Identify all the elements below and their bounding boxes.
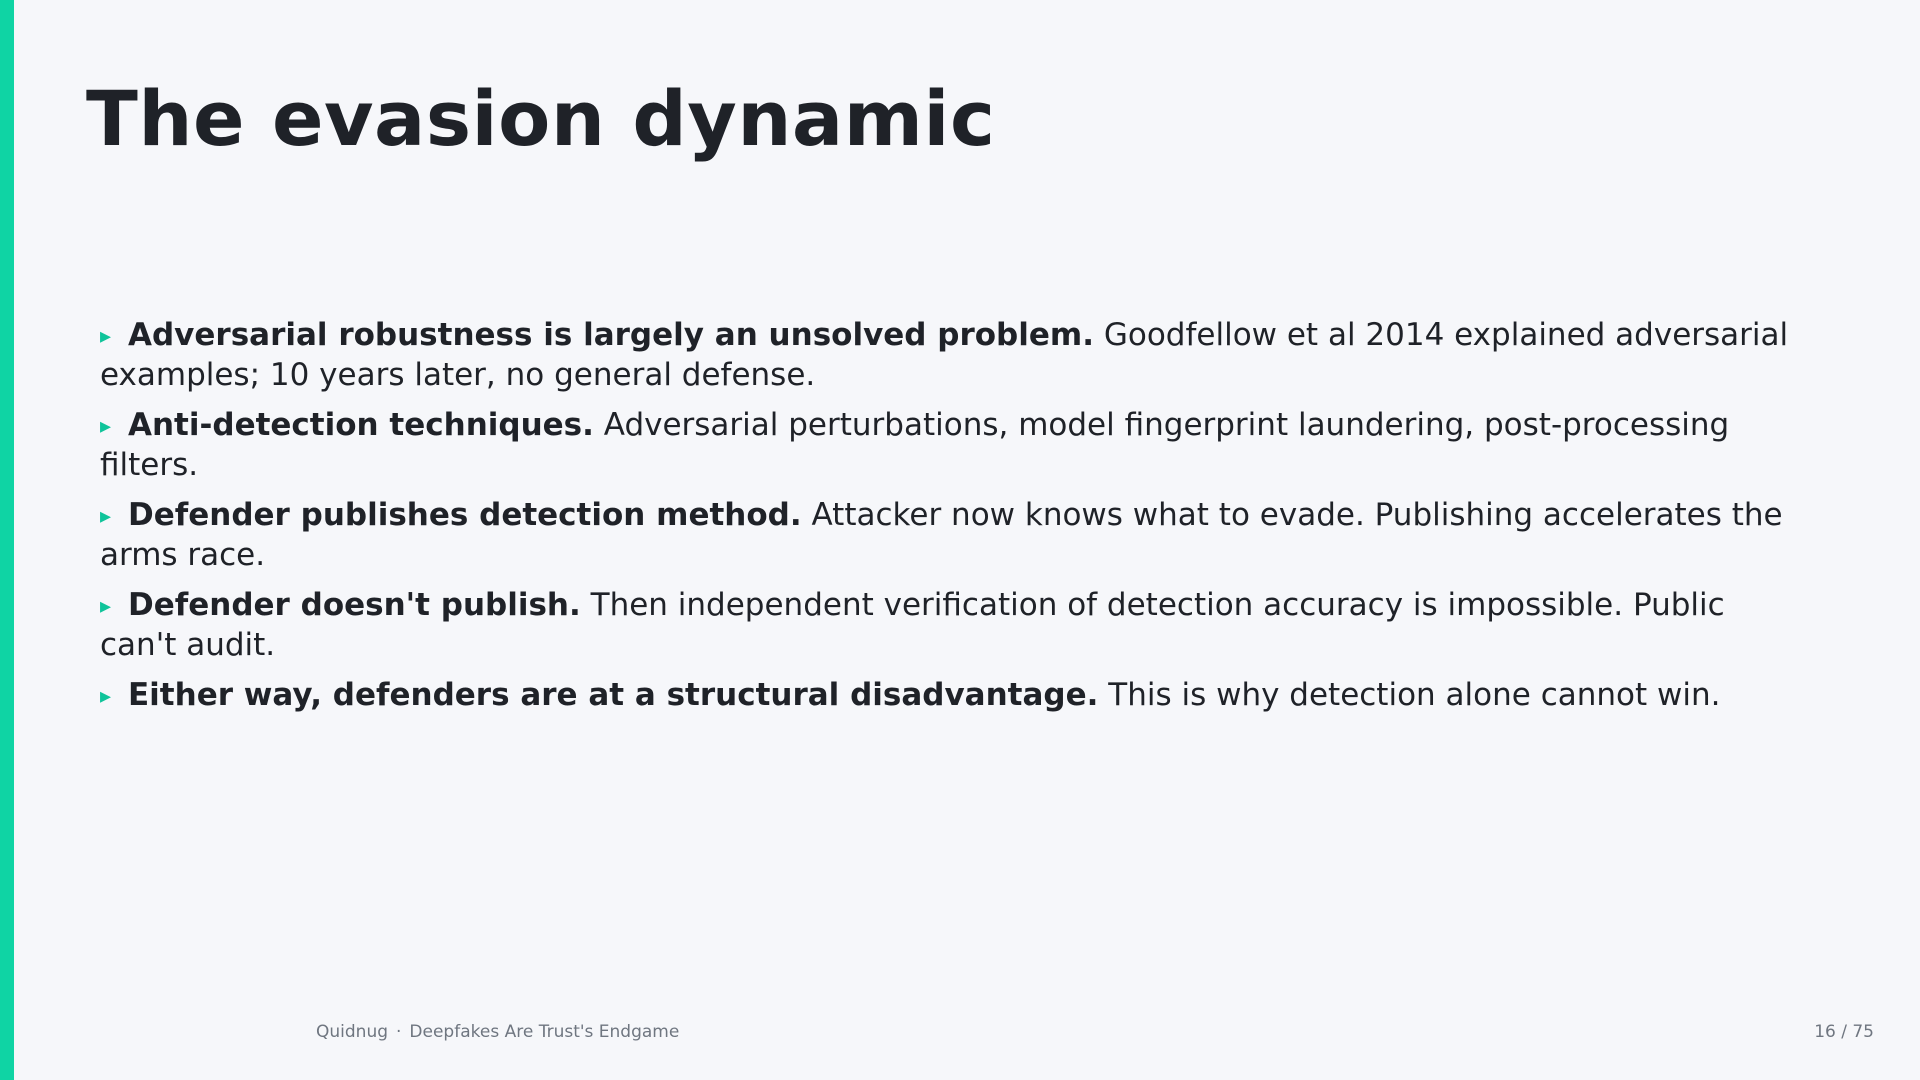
bullet-lead: Anti-detection techniques. — [128, 407, 594, 443]
bullet-list — [100, 316, 1800, 728]
bullet-arrow-icon: ▸ — [100, 414, 112, 439]
bullet-arrow-icon: ▸ — [100, 324, 112, 349]
bullet-text: Adversarial perturbations, model fingerprint laundering, post-processing filters. — [100, 407, 1730, 483]
bullet-arrow-icon: ▸ — [100, 594, 112, 619]
bullet-text: Goodfellow et al 2014 explained adversarial examples; 10 years later, no general defense. — [100, 317, 1789, 393]
bullet-item — [100, 676, 1800, 716]
footer-author: Quidnug — [316, 1022, 389, 1042]
footer-deck-title: Deepfakes Are Trust's Endgame — [409, 1022, 680, 1042]
bullet-lead: Defender publishes detection method. — [128, 497, 802, 533]
accent-bar — [0, 0, 14, 1080]
footer-info — [316, 1022, 679, 1042]
bullet-lead: Either way, defenders are at a structural disadvantage. — [128, 677, 1099, 713]
bullet-item — [100, 406, 1800, 484]
bullet-lead: Adversarial robustness is largely an unsolved problem. — [128, 317, 1094, 353]
bullet-text: This is why detection alone cannot win. — [1108, 677, 1721, 713]
bullet-item — [100, 316, 1800, 394]
bullet-arrow-icon: ▸ — [100, 504, 112, 529]
bullet-lead: Defender doesn't publish. — [128, 587, 581, 623]
slide-title: The evasion dynamic — [86, 74, 996, 163]
page-counter: 16 / 75 — [1814, 1022, 1874, 1042]
footer-separator: · — [396, 1022, 402, 1042]
bullet-text: Then independent verification of detection accuracy is impossible. Public can't audit. — [100, 587, 1725, 663]
bullet-arrow-icon: ▸ — [100, 684, 112, 709]
bullet-item — [100, 496, 1800, 574]
bullet-text: Attacker now knows what to evade. Publishing accelerates the arms race. — [100, 497, 1783, 573]
bullet-item — [100, 586, 1800, 664]
